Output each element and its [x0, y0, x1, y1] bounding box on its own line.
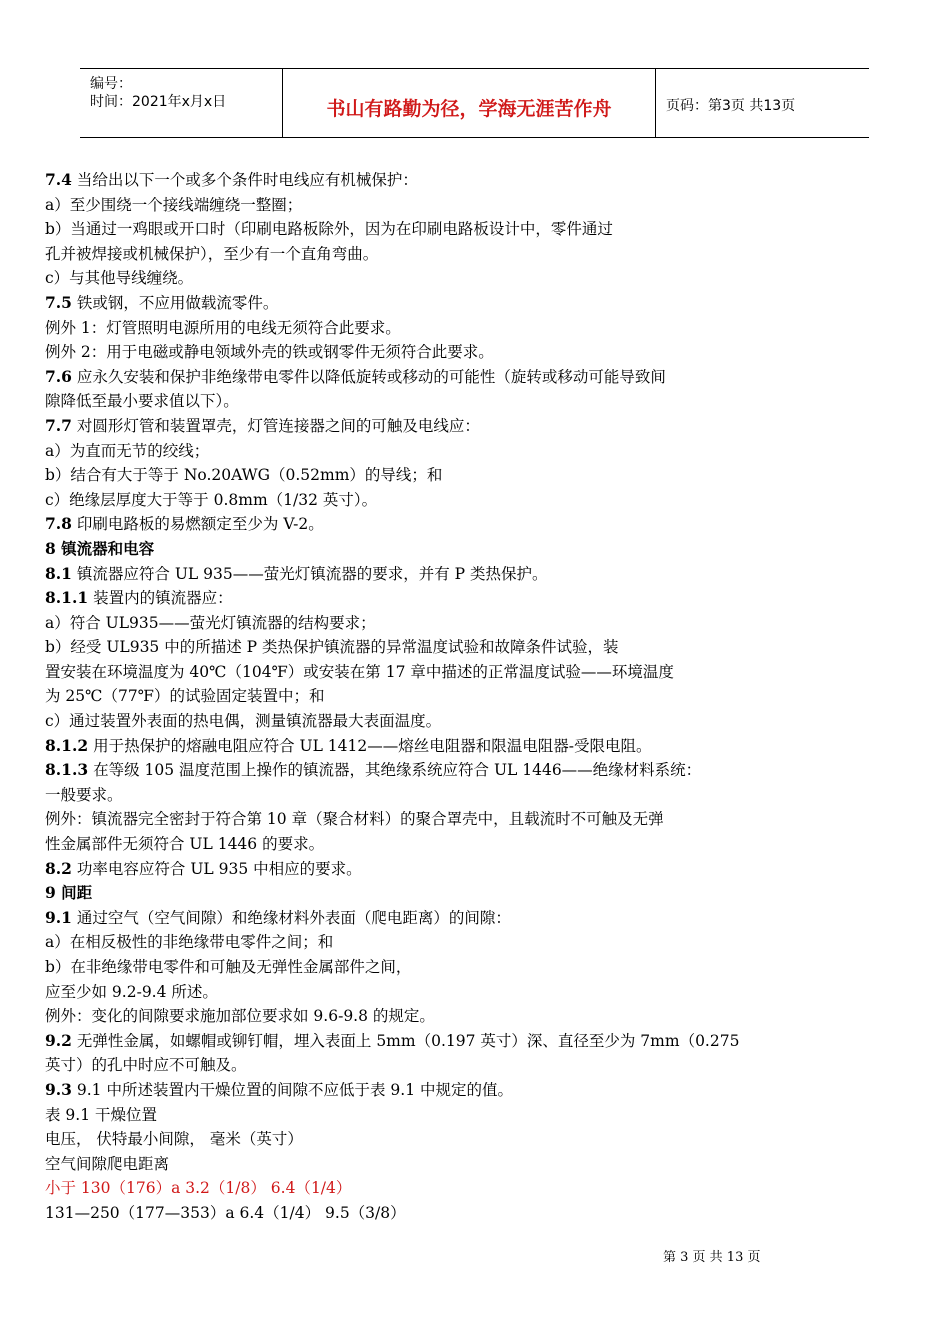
text-line	[45, 611, 865, 636]
line-text: 在等级 105 温度范围上操作的镇流器，其绝缘系统应符合 UL 1446——绝缘材料系统：	[88, 761, 702, 780]
section-number: 7.4	[45, 170, 72, 189]
section-number: 9.2	[45, 1030, 72, 1050]
line-text: 应永久安装和保护非绝缘带电零件以降低旋转或移动的可能性（旋转或移动可能导致间	[71, 367, 666, 386]
text-line	[45, 684, 865, 709]
text-line	[45, 783, 865, 808]
line-text: 小于 130（176）a 3.2（1/8） 6.4（1/4）	[45, 1179, 352, 1198]
text-line	[45, 1103, 865, 1128]
text-line	[45, 635, 865, 660]
line-text: 通过空气（空气间隙）和绝缘材料外表面（爬电距离）的间隙：	[71, 908, 511, 927]
line-text: 当给出以下一个或多个条件时电线应有机械保护：	[71, 171, 418, 189]
line-text: 空气间隙爬电距离	[45, 1154, 170, 1173]
text-line	[45, 537, 865, 562]
text-line	[45, 316, 865, 341]
text-line	[45, 439, 865, 464]
section-number: 7.7	[45, 415, 72, 435]
line-text: b）经受 UL935 中的所描述 P 类热保护镇流器的异常温度试验和故障条件试验，装	[45, 638, 619, 657]
line-text: 孔并被焊接或机械保护），至少有一个直角弯曲。	[45, 244, 379, 263]
text-line	[45, 734, 865, 759]
line-text: 表 9.1 干燥位置	[45, 1105, 158, 1124]
line-text: a）符合 UL935——萤光灯镇流器的结构要求；	[45, 613, 376, 632]
section-number: 9.3	[45, 1079, 72, 1099]
text-line	[45, 340, 865, 365]
text-line	[45, 906, 865, 931]
text-line	[45, 562, 865, 587]
line-text: 铁或钢，不应用做载流零件。	[71, 293, 279, 312]
line-text: 无弹性金属，如螺帽或铆钉帽，埋入表面上 5mm（0.197 英寸）深、直径至少为 7mm（0.275	[71, 1031, 740, 1050]
line-text: 9.1 中所述装置内干燥位置的间隙不应低于表 9.1 中规定的值。	[71, 1080, 513, 1099]
line-text: 性金属部件无须符合 UL 1446 的要求。	[45, 835, 325, 854]
document-number-label: 编号：	[90, 76, 132, 92]
text-line	[45, 955, 865, 980]
header-motto: 书山有路勤为径，学海无涯苦作舟	[326, 98, 612, 120]
text-line	[45, 193, 865, 218]
section-number: 8.1.2	[45, 735, 89, 755]
line-text: 功率电容应符合 UL 935 中相应的要求。	[71, 859, 362, 878]
section-number: 7.6	[45, 366, 72, 386]
line-text: 例外：镇流器完全密封于符合第 10 章（聚合材料）的聚合罩壳中，且载流时不可触及无弹	[45, 810, 664, 829]
line-text: 镇流器应符合 UL 935——萤光灯镇流器的要求，并有 P 类热保护。	[71, 564, 548, 583]
section-number: 9 间距	[45, 883, 93, 903]
text-line	[45, 980, 865, 1005]
header-left-cell	[80, 69, 283, 137]
line-text: 例外 1：灯管照明电源所用的电线无须符合此要求。	[45, 318, 401, 337]
header-page-info: 页码：第3页 共13页	[666, 98, 796, 114]
text-line	[45, 930, 865, 955]
text-line	[45, 857, 865, 882]
text-line	[45, 1004, 865, 1029]
document-date-label: 时间：2021年x月x日	[90, 94, 227, 110]
line-text: 英寸）的孔中时应不可触及。	[45, 1056, 247, 1075]
text-line	[45, 1053, 865, 1078]
section-number: 8 镇流器和电容	[45, 538, 155, 558]
text-line	[45, 1176, 865, 1201]
text-line	[45, 414, 865, 439]
text-line	[45, 1078, 865, 1103]
document-body	[45, 168, 865, 1226]
section-number: 7.5	[45, 292, 72, 312]
line-text: a）至少围绕一个接线端缠绕一整圈；	[45, 195, 303, 214]
text-line	[45, 291, 865, 316]
line-text: 例外：变化的间隙要求施加部位要求如 9.6-9.8 的规定。	[45, 1007, 435, 1026]
section-number: 8.1	[45, 563, 72, 583]
line-text: 置安装在环境温度为 40℃（104℉）或安装在第 17 章中描述的正常温度试验——环境温度	[45, 662, 674, 681]
line-text: a）为直而无节的绞线；	[45, 441, 210, 460]
text-line	[45, 881, 865, 906]
line-text: 应至少如 9.2-9.4 所述。	[45, 982, 218, 1001]
text-line	[45, 266, 865, 291]
line-text: 一般要求。	[45, 785, 123, 804]
section-number: 8.1.3	[45, 760, 89, 780]
text-line	[45, 807, 865, 832]
text-line	[45, 1152, 865, 1177]
line-text: 隙降低至最小要求值以下）。	[45, 392, 239, 411]
line-text: 为 25℃（77℉）的试验固定装置中；和	[45, 687, 325, 706]
text-line	[45, 488, 865, 513]
line-text: b）结合有大于等于 No.20AWG（0.52mm）的导线；和	[45, 466, 443, 485]
section-number: 8.2	[45, 858, 72, 878]
line-text: 装置内的镇流器应：	[88, 589, 233, 608]
header-right-cell	[656, 69, 869, 137]
line-text: 例外 2：用于电磁或静电领域外壳的铁或钢零件无须符合此要求。	[45, 343, 494, 362]
text-line	[45, 1201, 865, 1226]
text-line	[45, 242, 865, 267]
line-text: 印刷电路板的易燃额定至少为 V-2。	[71, 515, 324, 534]
header-middle-cell	[283, 69, 656, 137]
line-text: 电压， 伏特最小间隙， 毫米（英寸）	[45, 1130, 303, 1149]
text-line	[45, 463, 865, 488]
text-line	[45, 168, 865, 193]
line-text: 对圆形灯管和装置罩壳，灯管连接器之间的可触及电线应：	[71, 416, 480, 435]
text-line	[45, 586, 865, 611]
line-text: b）在非绝缘带电零件和可触及无弹性金属部件之间，	[45, 958, 412, 976]
text-line	[45, 832, 865, 857]
text-line	[45, 660, 865, 685]
line-text: b）当通过一鸡眼或开口时（印刷电路板除外，因为在印刷电路板设计中，零件通过	[45, 220, 613, 239]
text-line	[45, 217, 865, 242]
section-number: 9.1	[45, 907, 72, 927]
section-number: 8.1.1	[45, 588, 89, 608]
line-text: c）绝缘层厚度大于等于 0.8mm（1/32 英寸）。	[45, 490, 378, 509]
line-text: 用于热保护的熔融电阻应符合 UL 1412——熔丝电阻器和限温电阻器-受限电阻。	[88, 736, 652, 755]
text-line	[45, 709, 865, 734]
page-footer: 第 3 页 共 13 页	[663, 1250, 761, 1265]
line-text: c）通过装置外表面的热电偶，测量镇流器最大表面温度。	[45, 712, 442, 731]
text-line	[45, 1127, 865, 1152]
text-line	[45, 758, 865, 783]
page-header	[80, 68, 869, 138]
text-line	[45, 1029, 865, 1054]
line-text: a）在相反极性的非绝缘带电零件之间；和	[45, 933, 334, 952]
section-number: 7.8	[45, 514, 72, 534]
text-line	[45, 512, 865, 537]
text-line	[45, 365, 865, 390]
text-line	[45, 389, 865, 414]
line-text: c）与其他导线缠绕。	[45, 269, 194, 288]
line-text: 131—250（177—353）a 6.4（1/4） 9.5（3/8）	[45, 1203, 406, 1222]
